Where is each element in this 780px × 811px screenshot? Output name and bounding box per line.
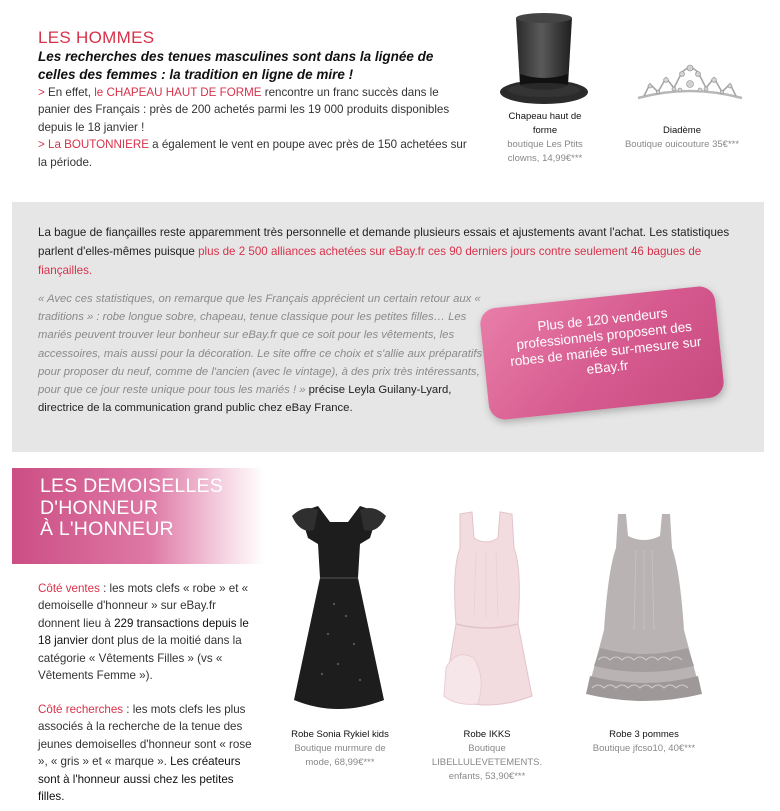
product-shop: Boutique LIBELLULEVETEMENTS. enfants, 53,90€*** xyxy=(431,743,543,782)
bullet-text: En effet, xyxy=(48,86,95,99)
grey-dress-image xyxy=(576,510,712,718)
cote-recherches-paragraph xyxy=(38,701,260,805)
paragraph-text: : les mots clefs « robe » et « demoiselle d'honneur » sur eBay.fr donnent lieu à xyxy=(38,582,249,630)
cote-ventes-paragraph xyxy=(38,580,260,684)
paragraph-text: : les mots clefs les plus associés à la recherche de la tenue des jeunes demoiselles d'honneur sont « rose », « gris » et « marque ». xyxy=(38,703,252,769)
product-shop: boutique Les Ptits clowns, 14,99€*** xyxy=(507,139,583,164)
bullet-chapeau xyxy=(38,84,468,136)
product-shop: Boutique jfcso10, 40€*** xyxy=(592,743,696,754)
callout-text: Plus de 120 vendeurs professionnels proposent des robes de mariée sur-mesure sur eBay.fr xyxy=(509,305,703,378)
product-name: Robe IKKS xyxy=(463,729,511,740)
product-caption-3-pommes xyxy=(578,728,710,756)
tiara-image xyxy=(634,62,746,104)
product-caption-chapeau xyxy=(500,110,590,166)
product-name: Diadème xyxy=(662,125,702,136)
highlight-chapeau: le CHAPEAU HAUT DE FORME xyxy=(94,86,262,99)
cote-recherches-label: Côté recherches xyxy=(38,703,124,716)
title-line: D'HONNEUR xyxy=(40,496,159,519)
createurs-highlight: Les créateurs sont à l'honneur aussi chez les petites filles. xyxy=(38,755,241,804)
bullet-arrow: > xyxy=(38,86,48,99)
paragraph-text: La bague de fiançailles reste apparemment très personnelle et demande plusieurs essais et ajustements avant l'achat. Les statistiques parlent d'elles-mêmes puisque xyxy=(38,226,730,258)
bullet-text: a également le vent en poupe avec près de 150 achetées sur la période. xyxy=(38,138,467,169)
hommes-body xyxy=(38,84,468,171)
paragraph-text: dont plus de la moitié dans la catégorie « Vêtements Filles » (vs « Vêtements Femme »). xyxy=(38,634,242,683)
title-line: À L'HONNEUR xyxy=(40,518,174,540)
section-title-demoiselles xyxy=(40,476,260,541)
quote-attribution: précise Leyla Guilany-Lyard, directrice de la communication grand public chez eBay France. xyxy=(38,384,452,415)
alliances-highlight: plus de 2 500 alliances achetées sur eBay.fr ces 90 derniers jours contre seulement 46 bagues de fiançailles. xyxy=(38,245,702,277)
title-line: LES DEMOISELLES xyxy=(40,475,223,497)
bullet-arrow: > xyxy=(38,138,48,152)
bullet-boutonniere xyxy=(38,136,468,171)
highlight-boutonniere: La BOUTONNIERE xyxy=(48,138,149,152)
top-hat-image xyxy=(498,10,590,110)
section-title-hommes: LES HOMMES xyxy=(38,28,155,47)
hommes-lead: Les recherches des tenues masculines sont dans la lignée de celles des femmes : la tradition en ligne de mire ! xyxy=(38,49,434,82)
product-shop: Boutique ouicouture 35€*** xyxy=(624,139,740,150)
product-shop: Boutique murmure de mode, 68,99€*** xyxy=(294,743,386,768)
product-name: Robe 3 pommes xyxy=(609,729,679,740)
bullet-text: rencontre un franc succès dans le panier des Français : près de 200 achetés parmi les 19 000 produits disponibles depuis le 18 janvier ! xyxy=(38,86,450,134)
quote-text: « Avec ces statistiques, on remarque que les Français apprécient un certain retour aux « traditions » : robe longue sobre, chapeau, tenue classique pour les petites filles… Les mariés peuvent trouver leur bonheur sur eBay.fr que ce soit pour les vêtements, les accessoires, mais aussi pour la décoration. Le site offre ce choix et s'allie aux préparatifs pour proposer du neuf, comme de l'ancien (avec le vintage), à des prix très intéressants, pour que ce jour reste unique pour tous les mariés ! » xyxy=(38,293,483,397)
pink-dress-image xyxy=(426,508,548,720)
product-name: Robe Sonia Rykiel kids xyxy=(291,729,389,740)
product-caption-sonia-rykiel xyxy=(280,728,400,770)
product-caption-ikks xyxy=(414,728,560,784)
bague-paragraph xyxy=(38,223,750,280)
transactions-highlight: 229 transactions depuis le 18 janvier xyxy=(38,616,249,648)
cote-ventes-label: Côté ventes xyxy=(38,582,100,595)
product-name: Chapeau haut de forme xyxy=(508,111,582,136)
product-caption-diademe xyxy=(612,124,752,152)
quote-block xyxy=(38,290,484,417)
black-dress-image xyxy=(278,504,400,720)
